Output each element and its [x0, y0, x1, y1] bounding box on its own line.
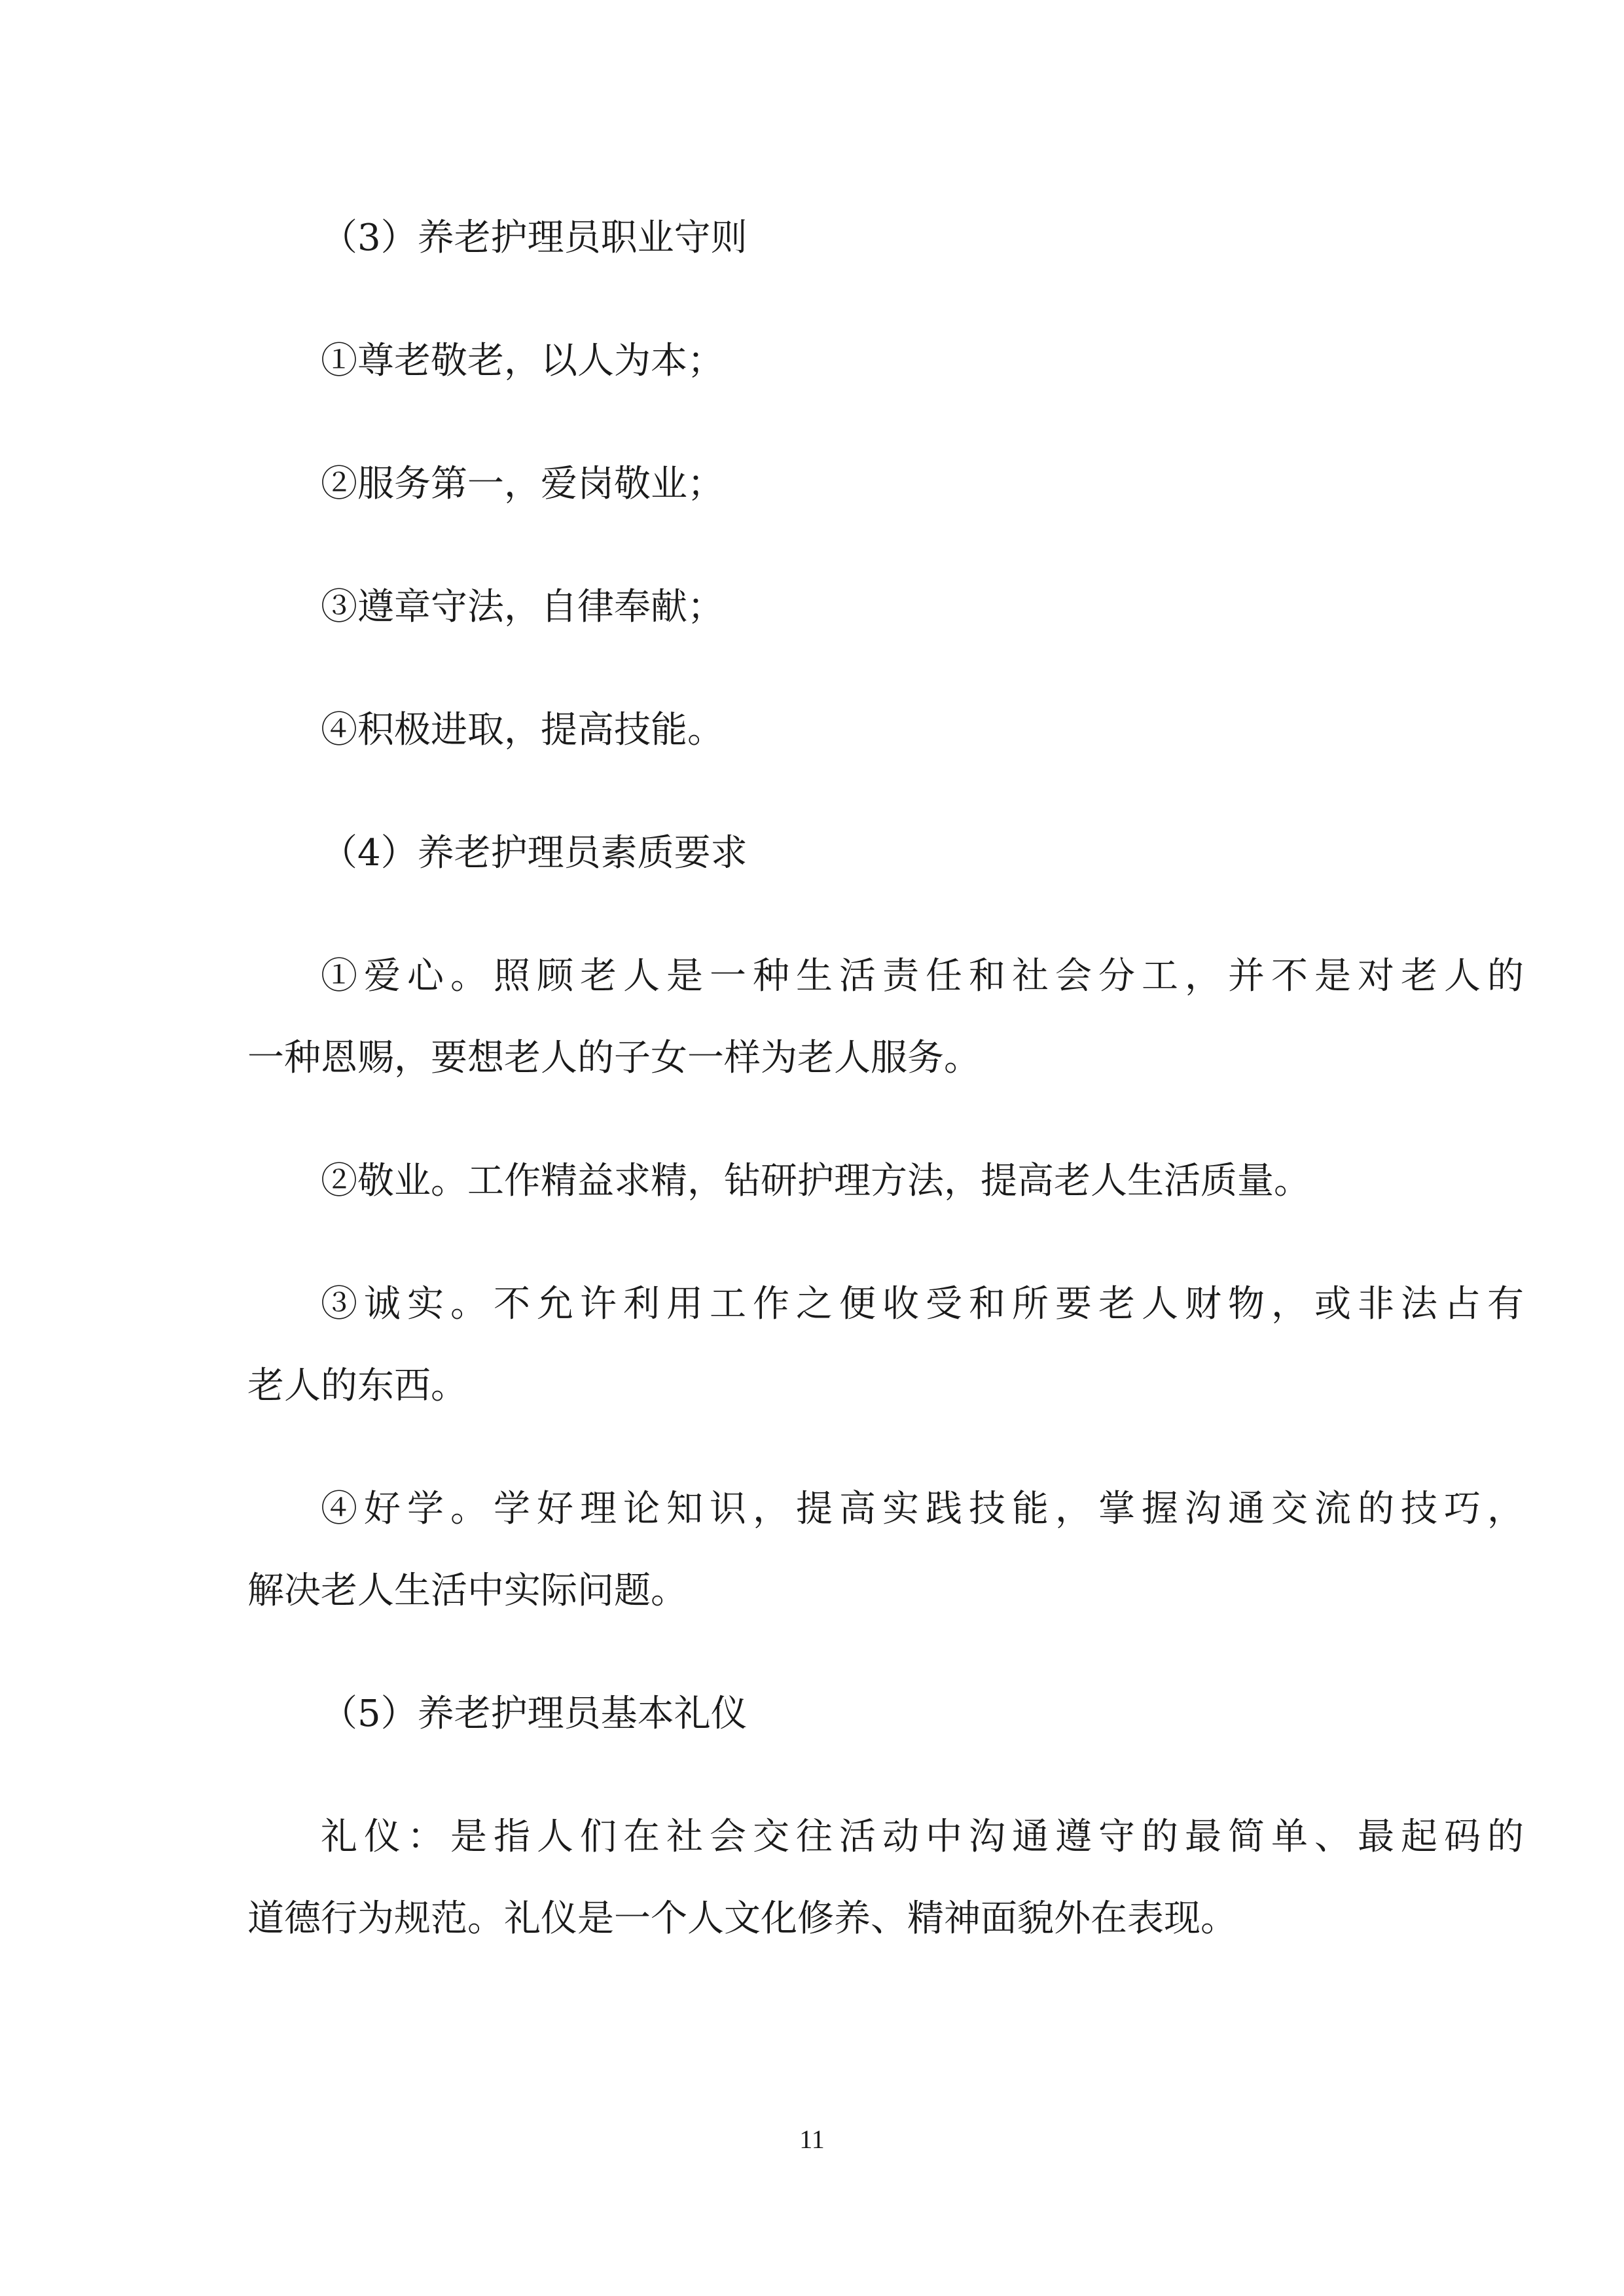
quality-paragraph-2: ②敬业。工作精益求精，钻研护理方法，提高老人生活质量。: [321, 1160, 1310, 1202]
quality-paragraph-3-line-1: ③诚实。不允许利用工作之便收受和所要老人财物，或非法占有: [321, 1283, 1530, 1325]
etiquette-paragraph-line-1: 礼仪：是指人们在社会交往活动中沟通遵守的最简单、最起码的: [321, 1816, 1530, 1858]
etiquette-paragraph-line-2: 道德行为规范。礼仪是一个人文化修养、精神面貌外在表现。: [247, 1897, 1237, 1940]
section-heading-3: （3）养老护理员职业守则: [321, 217, 748, 259]
quality-paragraph-4-line-2: 解决老人生活中实际问题。: [247, 1570, 687, 1612]
section-heading-4: （4）养老护理员素质要求: [321, 832, 748, 874]
section-heading-5: （5）养老护理员基本礼仪: [321, 1693, 748, 1735]
quality-paragraph-3-line-2: 老人的东西。: [247, 1365, 467, 1407]
quality-paragraph-1-line-2: 一种恩赐，要想老人的子女一样为老人服务。: [247, 1037, 981, 1079]
page-number: 11: [799, 2125, 825, 2154]
quality-paragraph-1-line-1: ①爱心。照顾老人是一种生活责任和社会分工，并不是对老人的: [321, 955, 1530, 997]
principle-item-4: ④积极进取，提高技能。: [321, 709, 724, 751]
principle-item-3: ③遵章守法，自律奉献；: [321, 586, 724, 628]
quality-paragraph-4-line-1: ④好学。学好理论知识，提高实践技能，掌握沟通交流的技巧，: [321, 1488, 1530, 1530]
principle-item-2: ②服务第一，爱岗敬业；: [321, 463, 724, 505]
principle-item-1: ①尊老敬老，以人为本；: [321, 340, 724, 382]
